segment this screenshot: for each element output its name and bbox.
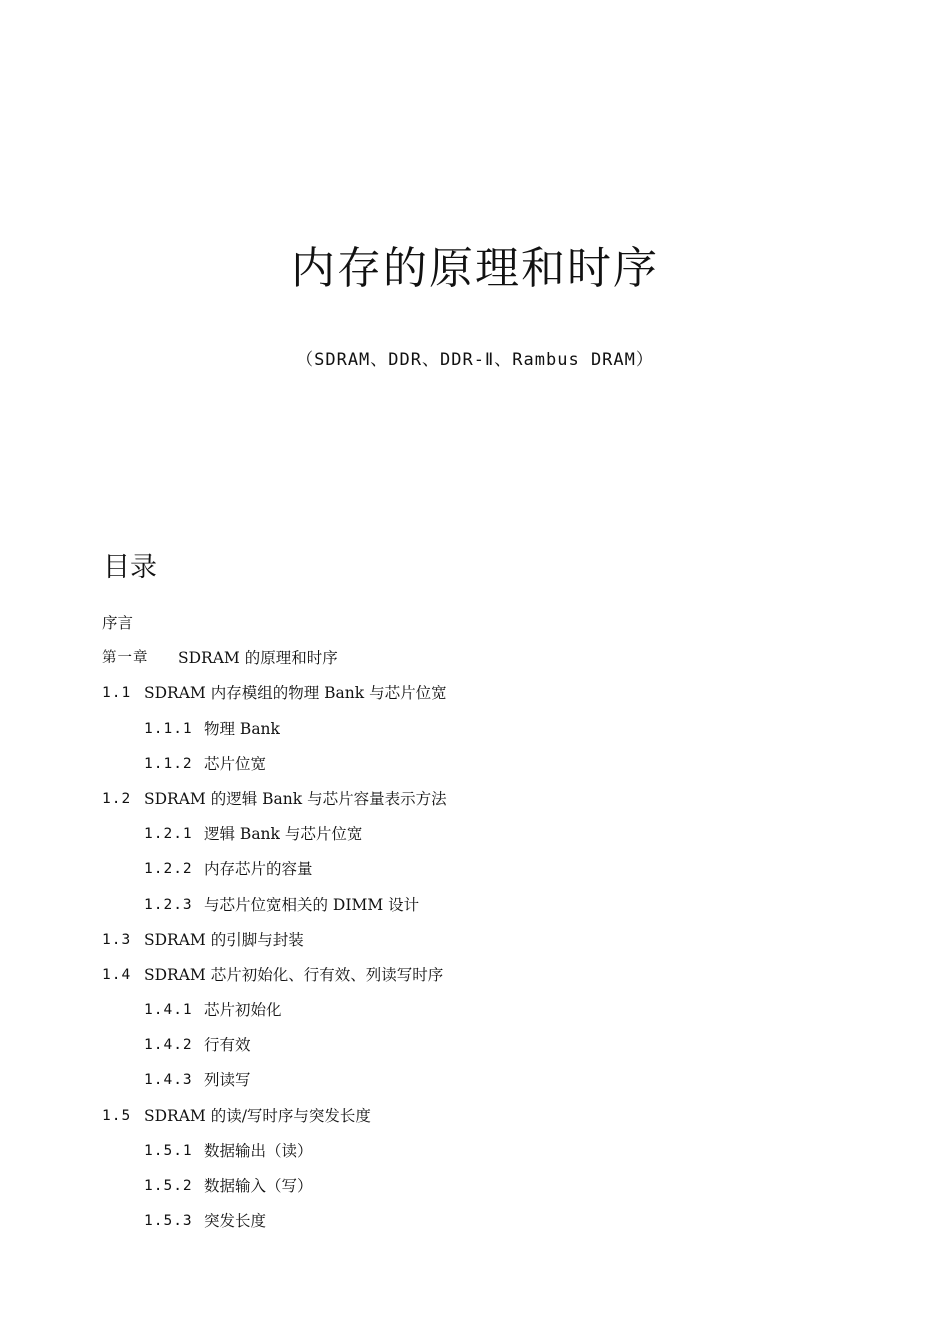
toc-entry-number: 1.4.1 <box>144 1002 193 1019</box>
toc-entry-number: 1.5.1 <box>144 1142 193 1159</box>
toc-entry-number: 1.2 <box>102 790 132 807</box>
toc-entry[interactable] <box>102 610 447 645</box>
toc-entry[interactable] <box>102 1032 447 1067</box>
toc-entry[interactable] <box>102 751 447 786</box>
toc-entry-number: 1.1 <box>102 685 132 702</box>
toc-entry-number: 1.5.2 <box>144 1178 193 1194</box>
toc-entry-number: 1.5 <box>102 1107 132 1124</box>
toc-entry-label: SDRAM 芯片初始化、行有效、列读写时序 <box>144 965 444 984</box>
toc-entry-label: 芯片位宽 <box>204 754 267 773</box>
toc-entry-label: SDRAM 的引脚与封装 <box>144 930 304 949</box>
toc-entry-number: 1.2.2 <box>144 861 193 878</box>
toc-entry-label: SDRAM 内存模组的物理 Bank 与芯片位宽 <box>144 684 447 703</box>
toc-entry-label: 逻辑 Bank 与芯片位宽 <box>204 825 363 844</box>
toc-entry[interactable] <box>102 1103 447 1138</box>
toc-entry[interactable] <box>102 821 447 856</box>
toc-entry[interactable] <box>102 1067 447 1102</box>
toc-entry-label: SDRAM 的原理和时序 <box>178 649 338 668</box>
toc-entry[interactable] <box>102 1138 447 1173</box>
toc-entry-number: 1.2.1 <box>144 826 193 843</box>
toc-entry-label: 物理 Bank <box>204 719 280 738</box>
toc-entry-number: 1.1.1 <box>144 720 193 737</box>
toc-entry[interactable] <box>102 645 447 680</box>
toc-entry-number: 1.4 <box>102 966 132 983</box>
toc-entry-label: 数据输入（写） <box>204 1177 313 1195</box>
toc-entry-number: 1.2.3 <box>144 896 193 913</box>
toc-entry-number: 1.4.2 <box>144 1037 193 1054</box>
toc-entry[interactable] <box>102 962 447 997</box>
toc-entry-number: 第一章 <box>102 650 149 667</box>
toc-entry[interactable] <box>102 786 447 821</box>
toc-entry-label: 芯片初始化 <box>204 1001 282 1020</box>
table-of-contents <box>102 610 447 1243</box>
toc-entry-number: 1.1.2 <box>144 755 193 772</box>
toc-entry-label: 行有效 <box>204 1036 251 1055</box>
toc-entry[interactable] <box>102 856 447 891</box>
toc-entry-label: SDRAM 的逻辑 Bank 与芯片容量表示方法 <box>144 789 447 808</box>
toc-entry[interactable] <box>102 680 447 715</box>
toc-entry-number: 1.4.3 <box>144 1072 193 1089</box>
toc-entry[interactable] <box>102 1173 447 1208</box>
toc-entry[interactable] <box>102 892 447 927</box>
toc-entry-label: 数据输出（读） <box>204 1141 313 1160</box>
toc-entry-label: SDRAM 的读/写时序与突发长度 <box>144 1106 371 1125</box>
toc-entry[interactable] <box>102 1208 447 1243</box>
toc-entry-label: 突发长度 <box>204 1212 267 1231</box>
toc-entry[interactable] <box>102 927 447 962</box>
document-subtitle: （SDRAM、DDR、DDR-Ⅱ、Rambus DRAM） <box>296 350 654 370</box>
toc-entry-label: 与芯片位宽相关的 DIMM 设计 <box>204 895 420 914</box>
toc-entry-label: 列读写 <box>204 1071 251 1090</box>
toc-entry-number: 1.5.3 <box>144 1213 193 1230</box>
toc-entry[interactable] <box>102 716 447 751</box>
toc-entry-label: 内存芯片的容量 <box>204 860 313 879</box>
toc-entry-number: 1.3 <box>102 931 132 948</box>
toc-entry[interactable] <box>102 997 447 1032</box>
toc-entry-label: 序言 <box>102 614 134 632</box>
toc-heading: 目录 <box>103 552 157 583</box>
document-title: 内存的原理和时序 <box>291 243 659 294</box>
